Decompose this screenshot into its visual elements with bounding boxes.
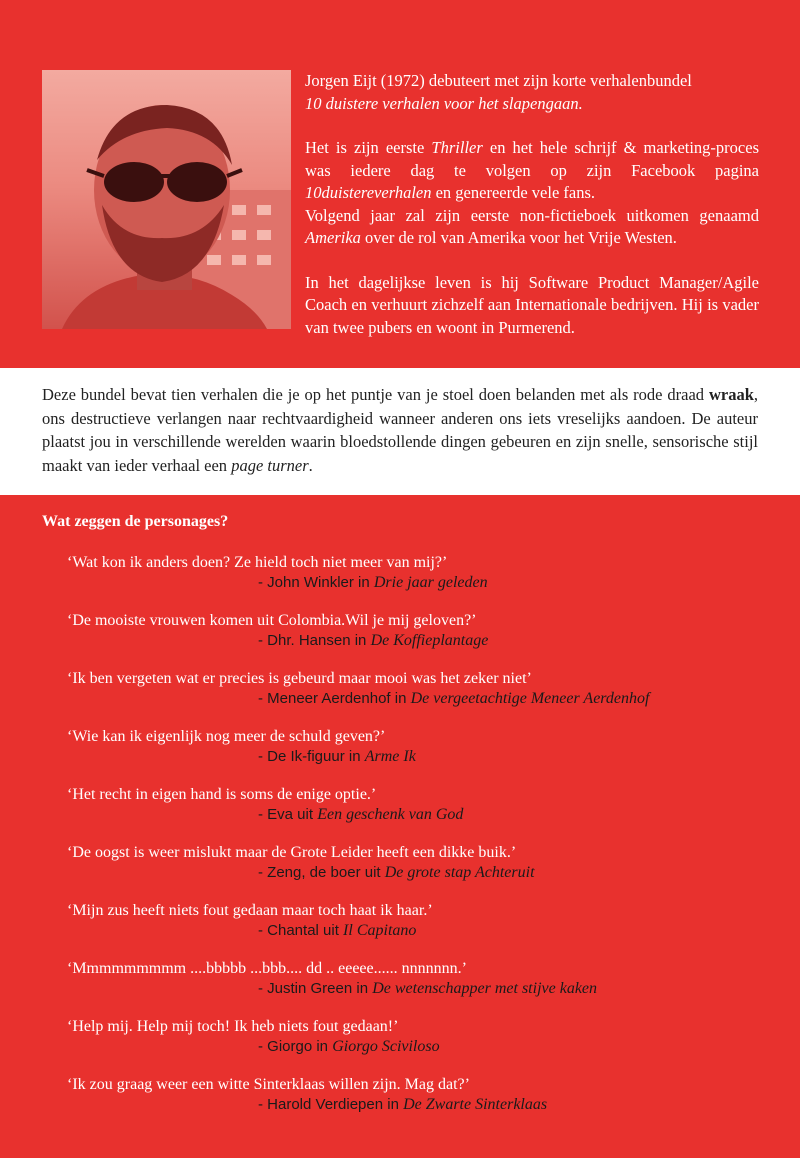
quote-text: ‘Help mij. Help mij toch! Ik heb niets fout gedaan!’ — [67, 1018, 399, 1035]
genre-label: Thriller — [431, 138, 483, 157]
quote-story: De Koffieplantage — [370, 632, 489, 649]
blurb-text: Deze bundel bevat tien verhalen die je op het puntje van je stoel doen belanden met als rode draad — [42, 385, 705, 404]
quote-speaker: - Eva uit — [258, 806, 314, 823]
quote-story: Arme Ik — [364, 748, 416, 765]
author-portrait-image — [42, 70, 291, 329]
bio-text: over de rol van Amerika voor het Vrije Westen. — [365, 228, 677, 247]
quote-attribution — [67, 631, 767, 651]
author-photo — [42, 70, 291, 329]
bio-paragraph-1 — [305, 70, 759, 115]
quotes-list — [67, 553, 767, 1133]
quote-story: Giorgo Sciviloso — [332, 1038, 440, 1055]
quote-speaker: - Harold Verdiepen in — [258, 1096, 399, 1113]
quote-story: De wetenschapper met stijve kaken — [372, 980, 598, 997]
quote-story: Een geschenk van God — [317, 806, 464, 823]
quote-text: ‘Mmmmmmmmm ....bbbbb ...bbb.... dd .. eeeee...... nnnnnnn.’ — [67, 960, 467, 977]
bio-text: en genereerde vele fans. — [435, 183, 596, 202]
author-bio — [305, 70, 759, 339]
quote-item — [67, 959, 767, 1017]
quote-attribution — [67, 863, 767, 883]
quote-text: ‘Het recht in eigen hand is soms de enige optie.’ — [67, 786, 377, 803]
quote-attribution — [67, 979, 767, 999]
author-section — [0, 0, 800, 368]
quote-attribution — [67, 689, 767, 709]
quote-text: ‘Ik ben vergeten wat er precies is gebeurd maar mooi was het zeker niet’ — [67, 670, 532, 687]
bio-text: Volgend jaar zal zijn eerste non-fictieboek uitkomen genaamd — [305, 205, 759, 225]
quote-attribution — [67, 1037, 767, 1057]
bio-text: Het is zijn eerste — [305, 138, 425, 157]
blurb-text: , ons destructieve verlangen naar rechtvaardigheid wanneer anderen ons iets vreselijks aandoen. De auteur plaatst jou in verschillende werelden waarin bloedstollende dingen gebeuren en zijn snelle, sensorische stijl maakt van ieder verhaal een — [42, 385, 758, 475]
quote-item — [67, 553, 767, 611]
quote-speaker: - Zeng, de boer uit — [258, 864, 381, 881]
quote-attribution — [67, 573, 767, 593]
book-title: 10 duistere verhalen voor het slapengaan. — [305, 93, 583, 113]
blurb-emphasis: wraak — [708, 385, 754, 404]
quote-text: ‘Wie kan ik eigenlijk nog meer de schuld geven?’ — [67, 728, 386, 745]
quote-text: ‘De oogst is weer mislukt maar de Grote Leider heeft een dikke buik.’ — [67, 844, 517, 861]
quote-story: Drie jaar geleden — [373, 574, 488, 591]
bio-text: en het hele schrijf & marketing-proces was iedere dag te volgen op zijn Facebook pagina — [305, 138, 759, 180]
quote-item — [67, 611, 767, 669]
quote-attribution — [67, 747, 767, 767]
blurb-text: . — [308, 455, 313, 475]
quote-speaker: - De Ik-figuur in — [258, 748, 361, 765]
quotes-heading: Wat zeggen de personages? — [42, 513, 229, 530]
quote-text: ‘De mooiste vrouwen komen uit Colombia.Wil je mij geloven?’ — [67, 612, 477, 629]
quote-speaker: - Chantal uit — [258, 922, 339, 939]
quote-speaker: - Dhr. Hansen in — [258, 632, 367, 649]
quote-story: De vergeetachtige Meneer Aerdenhof — [410, 690, 650, 707]
quote-item — [67, 727, 767, 785]
quote-text: ‘Ik zou graag weer een witte Sinterklaas willen zijn. Mag dat?’ — [67, 1076, 470, 1093]
quote-speaker: - Justin Green in — [258, 980, 369, 997]
quote-item — [67, 843, 767, 901]
bio-paragraph-4: In het dagelijkse leven is hij Software Product Manager/Agile Coach en verhuurt zichzelf aan Internationale bedrijven. Hij is vader van twee pubers en woont in Purmerend. — [305, 272, 759, 337]
quote-item — [67, 669, 767, 727]
quote-story: De Zwarte Sinterklaas — [403, 1096, 548, 1113]
quote-attribution — [67, 1095, 767, 1115]
quote-text: ‘Mijn zus heeft niets fout gedaan maar toch haat ik haar.’ — [67, 902, 433, 919]
bio-paragraph-2 — [305, 137, 759, 205]
next-book-title: Amerika — [305, 228, 361, 247]
book-blurb — [42, 383, 758, 477]
quote-speaker: - John Winkler in — [258, 574, 370, 591]
quote-item — [67, 785, 767, 843]
quote-item — [67, 1017, 767, 1075]
quote-attribution — [67, 805, 767, 825]
quote-speaker: - Giorgo in — [258, 1038, 329, 1055]
quote-story: De grote stap Achteruit — [384, 864, 535, 881]
quote-attribution — [67, 921, 767, 941]
facebook-page-name: 10duistereverhalen — [305, 183, 432, 202]
quote-text: ‘Wat kon ik anders doen? Ze hield toch niet meer van mij?’ — [67, 554, 448, 571]
bio-text: Jorgen Eijt (1972) debuteert met zijn korte verhalenbundel — [305, 71, 692, 90]
bio-paragraph-3 — [305, 205, 759, 250]
quote-story: Il Capitano — [343, 922, 417, 939]
blurb-italic: page turner — [231, 455, 309, 475]
quote-speaker: - Meneer Aerdenhof in — [258, 690, 407, 707]
quote-item — [67, 1075, 767, 1133]
quote-item — [67, 901, 767, 959]
